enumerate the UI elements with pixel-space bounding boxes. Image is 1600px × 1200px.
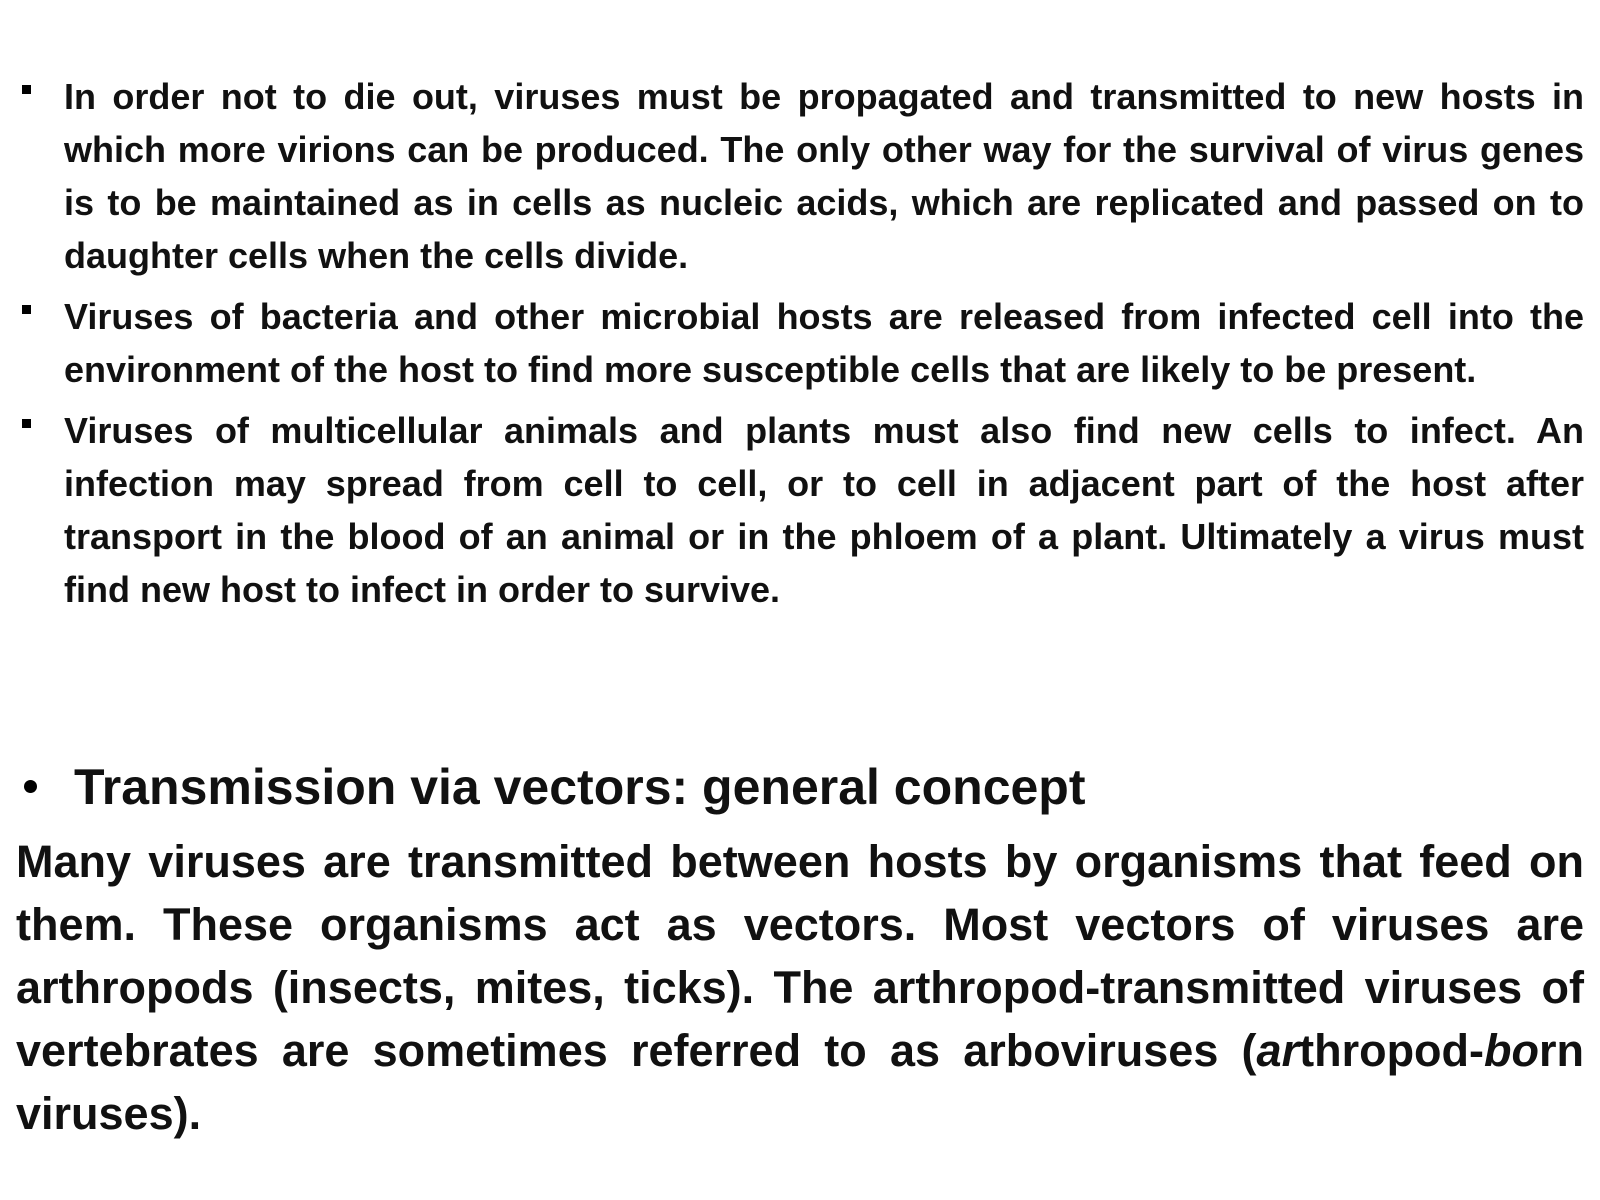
body-paragraph bbox=[16, 830, 1584, 1145]
paragraph-italic-ar: ar bbox=[1256, 1025, 1300, 1076]
bullet-text: Viruses of multicellular animals and plants must also find new cells to infect. An infection may spread from cell to cell, or to cell in adjacent part of the host after transport in the blood of an animal or in the phloem of a plant. Ultimately a virus must find new host to infect in order to survive. bbox=[64, 410, 1584, 610]
section-heading bbox=[16, 755, 1584, 819]
round-bullet-icon bbox=[24, 780, 37, 793]
square-bullet-icon bbox=[22, 85, 31, 94]
bullet-text: Viruses of bacteria and other microbial hosts are released from infected cell into the environment of the host to find more susceptible cells that are likely to be present. bbox=[64, 296, 1584, 390]
section-heading-text: Transmission via vectors: general concept bbox=[74, 759, 1086, 815]
paragraph-italic-bo: bo bbox=[1484, 1025, 1539, 1076]
paragraph-mid: thropod- bbox=[1299, 1025, 1485, 1076]
square-bullet-icon bbox=[22, 419, 31, 428]
paragraph-tail: rn viruses). bbox=[16, 1025, 1584, 1139]
bullet-item bbox=[16, 404, 1584, 616]
bullet-item bbox=[16, 290, 1584, 396]
square-bullet-icon bbox=[22, 305, 31, 314]
bullet-item bbox=[16, 70, 1584, 282]
paragraph-lead: Many viruses are transmitted between hosts by organisms that feed on them. These organisms act as vectors. Most vectors of viruses are arthropods (insects, mites, ticks). The arthropod-transmitted viruses of vertebrates are sometimes referred to as arboviruses ( bbox=[16, 836, 1584, 1076]
bullet-list bbox=[16, 70, 1584, 624]
bullet-text: In order not to die out, viruses must be propagated and transmitted to new hosts in which more virions can be produced. The only other way for the survival of virus genes is to be maintained as in cells as nucleic acids, which are replicated and passed on to daughter cells when the cells divide. bbox=[64, 76, 1584, 276]
